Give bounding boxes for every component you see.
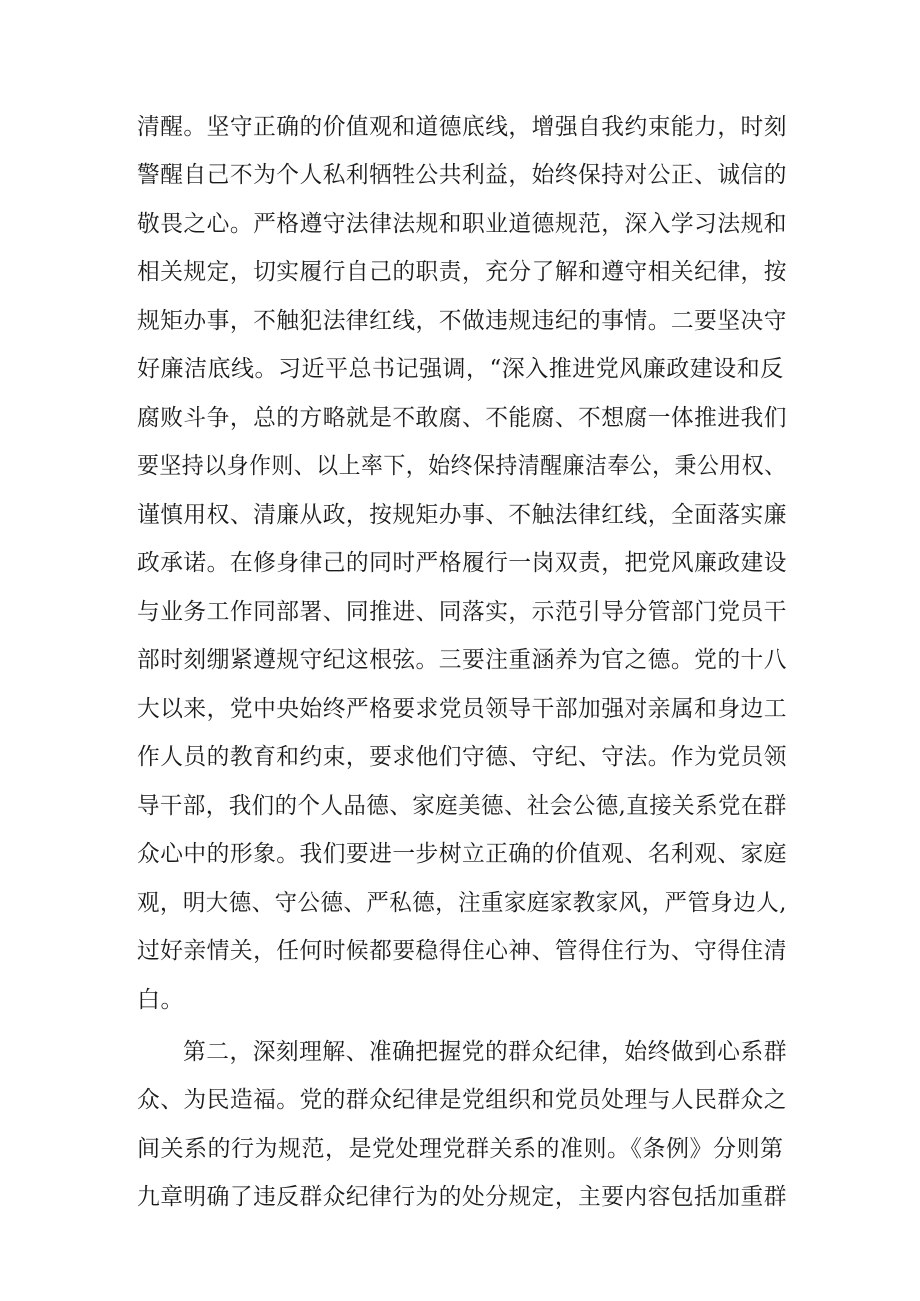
text-line: 大以来，党中央始终严格要求党员领导干部加强对亲属和身边工 xyxy=(137,696,787,722)
text-line: 间关系的行为规范，是党处理党群关系的准则。《条例》分则第 xyxy=(137,1136,784,1162)
text-line: 腐败斗争，总的方略就是不敢腐、不能腐、不想腐一体推进我们 xyxy=(137,405,787,431)
text-line: 白。 xyxy=(137,987,184,1013)
text-line: 政承诺。在修身律己的同时严格履行一岗双责，把党风廉政建设 xyxy=(137,550,787,576)
text-line: 要坚持以身作则、以上率下，始终保持清醒廉洁奉公，秉公用权、 xyxy=(137,453,787,479)
text-line: 九章明确了违反群众纪律行为的处分规定，主要内容包括加重群 xyxy=(137,1184,787,1210)
text-line: 好廉洁底线。习近平总书记强调，“深入推进党风廉政建设和反 xyxy=(137,356,784,382)
text-line-indented: 第二，深刻理解、准确把握党的群众纪律，始终做到心系群 xyxy=(183,1039,787,1065)
text-line: 作人员的教育和约束，要求他们守德、守纪、守法。作为党员领 xyxy=(137,744,787,770)
text-line: 过好亲情关，任何时候都要稳得住心神、管得住行为、守得住清 xyxy=(137,938,787,964)
text-line: 相关规定，切实履行自己的职责，充分了解和遵守相关纪律，按 xyxy=(137,259,787,285)
text-line: 众心中的形象。我们要进一步树立正确的价值观、名利观、家庭 xyxy=(137,841,787,867)
text-line: 敬畏之心。严格遵守法律法规和职业道德规范，深入学习法规和 xyxy=(137,211,787,237)
text-line: 警醒自己不为个人私利牺牲公共利益，始终保持对公正、诚信的 xyxy=(137,162,787,188)
text-line: 谨慎用权、清廉从政，按规矩办事、不触法律红线，全面落实廉 xyxy=(137,502,787,528)
text-line: 规矩办事，不触犯法律红线，不做违规违纪的事情。二要坚决守 xyxy=(137,308,787,334)
text-line: 导干部，我们的个人品德、家庭美德、社会公德,直接关系党在群 xyxy=(137,793,787,819)
text-line: 清醒。坚守正确的价值观和道德底线，增强自我约束能力，时刻 xyxy=(137,114,787,140)
text-line: 众、为民造福。党的群众纪律是党组织和党员处理与人民群众之 xyxy=(137,1087,787,1113)
text-line: 观，明大德、守公德、严私德，注重家庭家教家风，严管身边人, xyxy=(137,890,787,916)
text-line: 部时刻绷紧遵规守纪这根弦。三要注重涵养为官之德。党的十八 xyxy=(137,647,787,673)
text-line: 与业务工作同部署、同推进、同落实，示范引导分管部门党员干 xyxy=(137,599,787,625)
